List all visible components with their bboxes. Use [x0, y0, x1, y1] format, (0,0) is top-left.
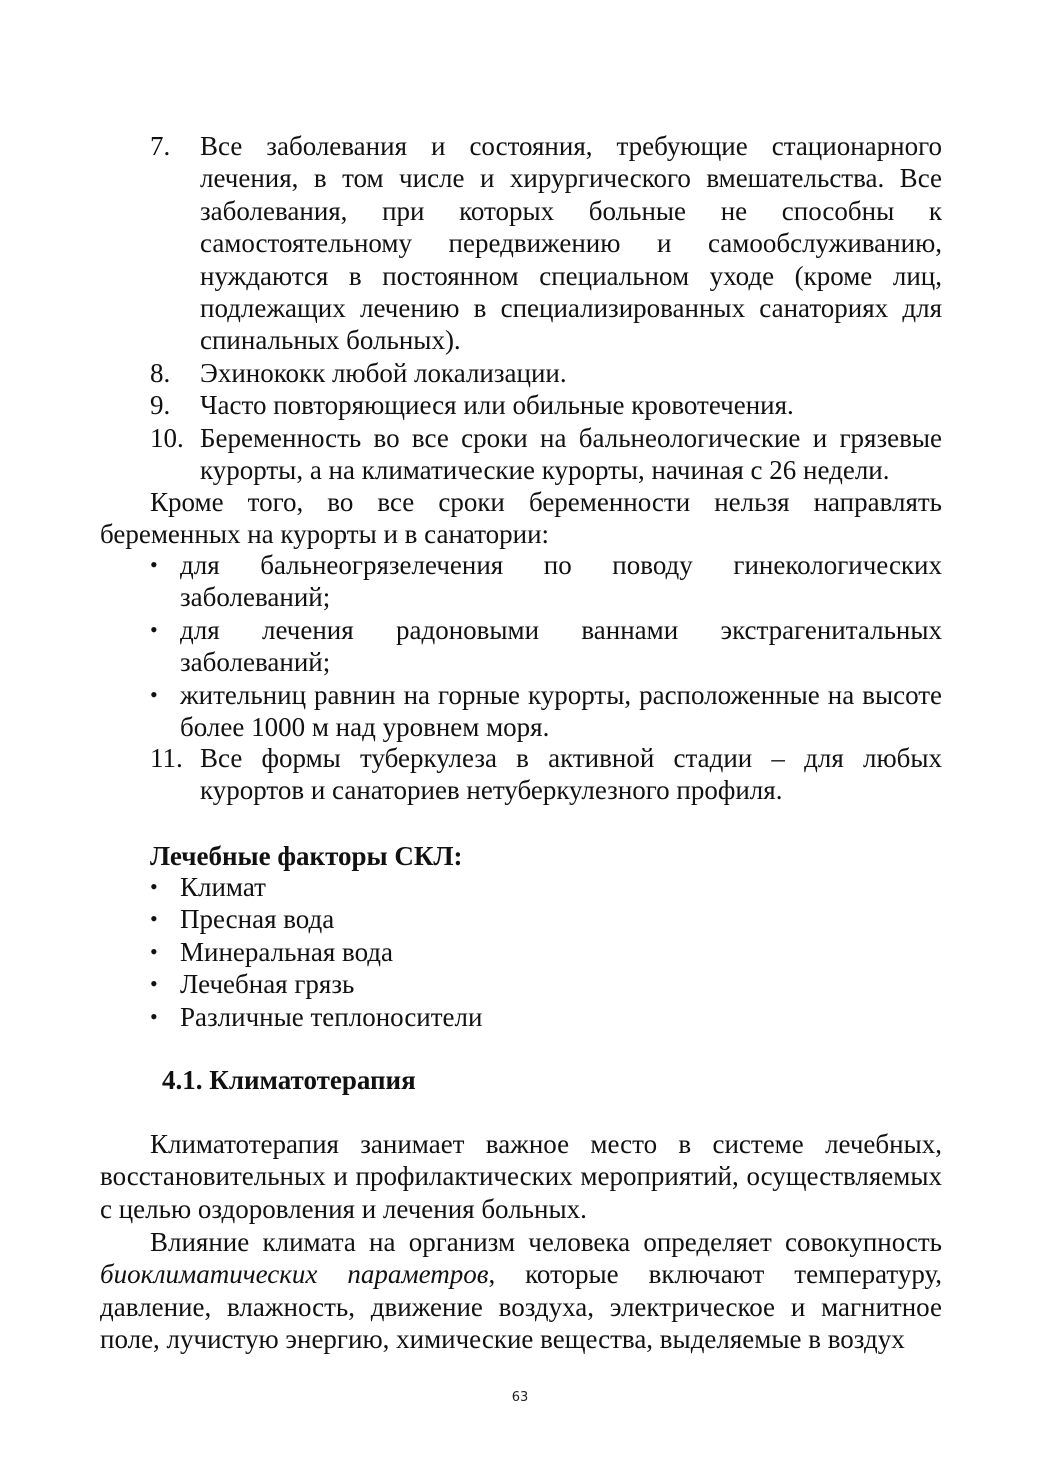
list-item	[150, 549, 942, 614]
paragraph-rest: , которые включают температуру, давление, влажность, движение воздуха, электрическое и магнитное поле, лучистую энергию, химические вещества, выделяемые в воздух	[100, 1259, 943, 1355]
list-item	[150, 130, 942, 357]
list-item	[150, 968, 942, 1000]
list-number: 8.	[150, 357, 171, 388]
bullet-icon: •	[150, 971, 158, 997]
paragraph: Климатотерапия занимает важное место в системе лечебных, восстановительных и профилактических мероприятий, осуществляемых с целью оздоровления и лечения больных.	[100, 1129, 942, 1224]
list-item	[150, 614, 942, 679]
list-item	[150, 936, 942, 968]
factors-list	[150, 871, 942, 1033]
list-item	[150, 903, 942, 935]
list-item	[150, 357, 942, 389]
pregnancy-bullet-list	[150, 549, 942, 743]
list-item	[150, 871, 942, 903]
list-text: Беременность во все сроки на бальнеологические и грязевые курорты, а на климатические курорты, начиная с 26 недели.	[200, 422, 942, 486]
page-number: 63	[511, 1390, 529, 1405]
list-text: Эхинококк любой локализации.	[200, 357, 567, 388]
list-number: 10.	[150, 422, 184, 453]
list-text: Пресная вода	[180, 904, 335, 935]
bullet-icon: •	[150, 552, 158, 577]
bullet-icon: •	[150, 906, 158, 932]
factors-heading: Лечебные факторы СКЛ:	[150, 841, 463, 871]
bullet-icon: •	[150, 1003, 158, 1029]
list-text: Минеральная вода	[180, 936, 394, 967]
list-text: Все формы туберкулеза в активной стадии – для любых курортов и санаториев нетуберкулезного профиля.	[200, 743, 942, 806]
list-text: Лечебная грязь	[180, 969, 355, 1000]
list-text: Часто повторяющиеся или обильные кровотечения.	[200, 390, 794, 421]
list-number: 9.	[150, 390, 171, 421]
list-item	[150, 422, 942, 487]
list-text: Климат	[180, 872, 266, 902]
list-text: для бальнеогрязелечения по поводу гинекологических заболеваний;	[180, 550, 942, 613]
paragraph-lead: Влияние климата на организм человека определяет совокупность	[150, 1227, 942, 1257]
list-number: 7.	[150, 131, 171, 161]
list-text: для лечения радоновыми ваннами экстрагенитальных заболеваний;	[180, 614, 942, 678]
contraindications-list-continued	[150, 742, 942, 807]
list-number: 11.	[150, 743, 183, 773]
list-item	[150, 389, 942, 421]
list-text: Все заболевания и состояния, требующие стационарного лечения, в том числе и хирургического вмешательства. Все заболевания, при которых больные не способны к самостоятельному передвижению и самообслуживанию, нуждаются в постоянном специальном уходе (кроме лиц, подлежащих лечению в специализированных санаториях для спинальных больных).	[200, 131, 942, 356]
section-heading: 4.1. Климатотерапия	[162, 1065, 416, 1095]
list-text: жительниц равнин на горные курорты, расположенные на высоте более 1000 м над уровнем моря.	[180, 679, 942, 743]
paragraph	[100, 1226, 942, 1356]
bullet-icon: •	[150, 616, 158, 642]
pregnancy-intro-paragraph: Кроме того, во все сроки беременности нельзя направлять беременных на курорты и в санатории:	[100, 487, 942, 550]
bullet-icon: •	[150, 681, 158, 707]
list-text: Различные теплоносители	[180, 1001, 483, 1032]
bullet-icon: •	[150, 874, 158, 899]
contraindications-list	[150, 130, 942, 486]
list-item	[150, 679, 942, 744]
list-item	[150, 1001, 942, 1033]
emphasized-term: биоклиматических параметров	[100, 1259, 489, 1290]
bullet-icon: •	[150, 938, 158, 964]
list-item	[150, 742, 942, 807]
